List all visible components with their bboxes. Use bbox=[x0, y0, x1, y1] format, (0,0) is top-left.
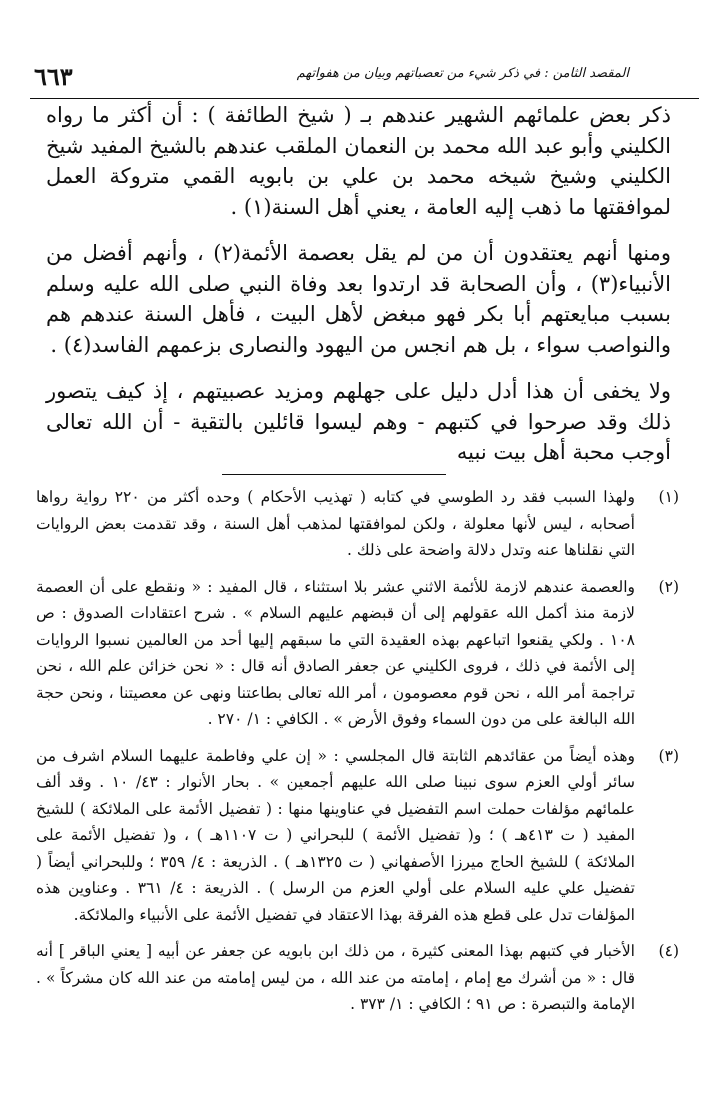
footnote-text: والعصمة عندهم لازمة للأئمة الاثني عشر بلا استثناء ، قال المفيد : « ونقطع على أن العصمة لازمة منذ أكمل الله عقولهم إلى أن قبضهم عليهم السلام » . شرح اعتقادات الصدوق : ص ١٠٨ . ولكي يقنعوا اتباعهم بهذه العقيدة التي ما سبقهم إليها أحد من العالمين نسبوا الروايات إلى الأئمة في ذلك ، فروى الكليني عن جعفر الصادق أنه قال : « نحن خزائن علم الله ، نحن تراجمة أمر الله ، نحن قوم معصومون ، أمر الله تعالى بطاعتنا ونهى عن معصيتنا ، ونحن حجة الله البالغة على من دون السماء وفوق الأرض » . الكافي : ١/ ٢٧٠ . bbox=[36, 577, 635, 728]
footnote-text: وهذه أيضاً من عقائدهم الثابتة قال المجلسي : « إن علي وفاطمة عليهما السلام اشرف من سائر أولي العزم سوى نبينا صلى الله عليهم أجمعين » . بحار الأنوار : ٤٣/ ١٠ . وقد ألف علمائهم مؤلفات حملت اسم التفضيل في عناوينها منها : ( تفضيل الأئمة على الملائكة ) للشيخ المفيد ( ت ٤١٣هـ ) ؛ و( تفضيل الأئمة ) للبحراني ( ت ١١٠٧هـ ) ، و( تفضيل الأئمة على الملائكة ) للشيخ الحاج ميرزا الأصفهاني ( ت ١٣٢٥هـ ) . الذريعة : ٤/ ٣٥٩ ؛ وللبحراني أيضاً ( تفضيل علي عليه السلام على أولي العزم من الرسل ) . الذريعة : ٤/ ٣٦١ . وعناوين هذه المؤلفات تدل على قطع هذه الفرقة بهذا الاعتقاد في تفضيل الأئمة على الأنبياء والملائكة. bbox=[36, 746, 636, 924]
paragraph: ذكر بعض علمائهم الشهير عندهم بـ ( شيخ الطائفة ) : أن أكثر ما رواه الكليني وأبو عبد الله محمد بن النعمان الملقب عندهم بالشيخ المفيد شيخ الكليني وشيخ شيخه محمد بن علي بن بابويه القمي متروكة العمل لموافقتها ما ذهب إليه العامة ، يعني أهل السنة(١) . bbox=[46, 103, 671, 219]
footnote bbox=[36, 938, 679, 1018]
paragraph: ولا يخفى أن هذا أدل دليل على جهلهم ومزيد عصبيتهم ، إذ كيف يتصور ذلك وقد صرحوا في كتبهم - وهم ليسوا قائلين بالتقية - أن الله تعالى أوجب محبة أهل بيت نبيه bbox=[46, 379, 671, 464]
footnote bbox=[36, 743, 679, 929]
footnotes bbox=[36, 484, 679, 1028]
running-title: المقصد الثامن : في ذكر شيء من تعصباتهم وبيان من هفواتهم bbox=[296, 66, 629, 81]
footnote-text: الأخبار في كتبهم بهذا المعنى كثيرة ، من ذلك ابن بابويه عن جعفر عن أبيه [ يعني الباقر ] أنه قال : « من أشرك مع إمام ، إمامته من عند الله ، من ليس إمامته من عند الله كان مشركاً » . الإمامة والتبصرة : ص ٩١ ؛ الكافي : ١/ ٣٧٣ . bbox=[36, 942, 635, 1013]
footnote bbox=[36, 484, 679, 564]
footnote-number: (٢) bbox=[658, 577, 679, 596]
paragraph: ومنها أنهم يعتقدون أن من لم يقل بعصمة الأئمة(٢) ، وأنهم أفضل من الأنبياء(٣) ، وأن الصحابة قد ارتدوا بعد وفاة النبي صلى الله عليه وسلم بسبب مبايعتهم أبا بكر فهو مبغض لأهل البيت ، فأهل السنة عندهم هم والنواصب سواء ، بل هم انجس من اليهود والنصارى بزعمهم الفاسد(٤) . bbox=[46, 241, 672, 357]
footnote-number: (١) bbox=[658, 488, 679, 506]
footnote-text: ولهذا السبب فقد رد الطوسي في كتابه ( تهذيب الأحكام ) وحده أكثر من ٢٢٠ رواية رواها أصحابه ، ليس لأنها معلولة ، ولكن لموافقتها لمذهب أهل السنة ، وقد تقدمت بعض الروايات التي نقلناها عنه وتدل دلالة واضحة على ذلك . bbox=[36, 488, 636, 559]
page-number: ٦٦٣ bbox=[34, 62, 73, 91]
footnote-number: (٣) bbox=[658, 746, 679, 765]
footnote-number: (٤) bbox=[658, 942, 679, 960]
main-text bbox=[46, 100, 671, 468]
page-header bbox=[30, 58, 699, 99]
footnote-separator bbox=[222, 474, 446, 475]
footnote bbox=[36, 574, 679, 733]
